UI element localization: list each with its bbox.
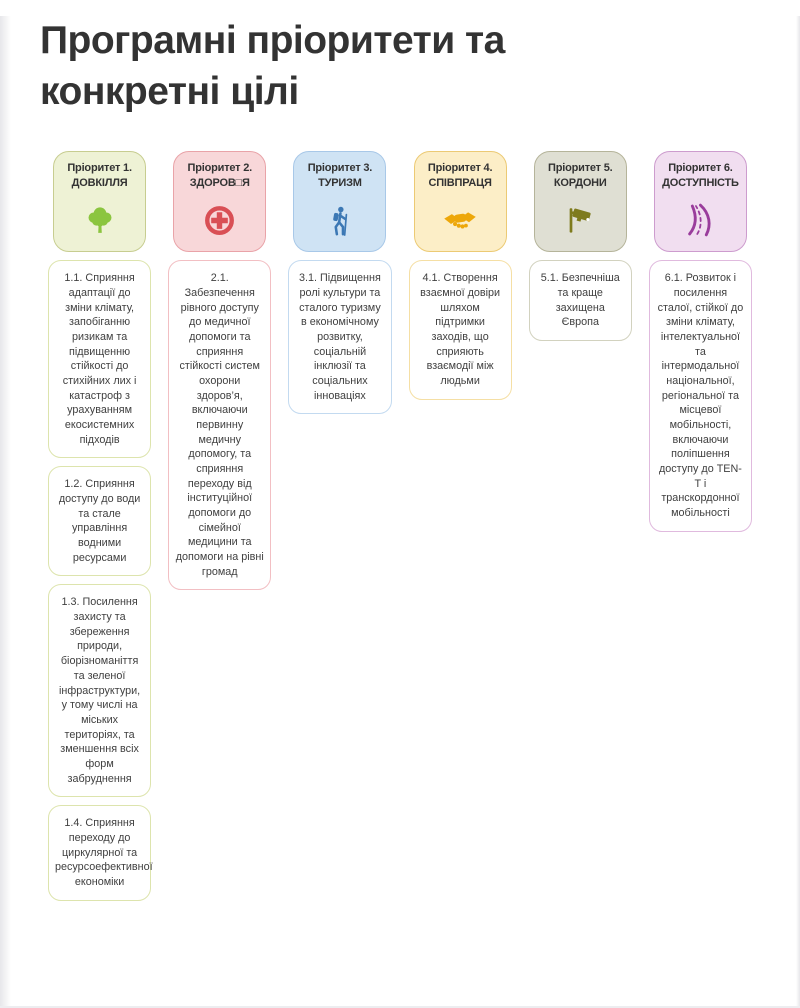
goal-text: 6.1. Розвиток і посилення сталої, стійкої до зміни клімату, інтелектуальної та інтермодальної національної, регіональної та місцевої мобільності, включаючи поліпшення доступу до TEN-T і транскордонної мобільності <box>657 272 744 520</box>
medical-cross-icon <box>202 203 237 238</box>
priority-label <box>548 161 612 190</box>
goal-text: 2.1. Забезпечення рівного доступу до медичної допомоги та сприяння стійкості систем охорони здоров’я, включаючи первинну медичну допомогу, та сприяння переходу від інституційної допомоги до сімейної медицини та допомоги на рівні громад <box>175 272 264 578</box>
priority-name: ТУРИЗМ <box>318 176 362 189</box>
cctv-camera-icon <box>562 202 598 238</box>
goal-text: 5.1. Безпечніша та краще захищена Європа <box>540 272 620 329</box>
goal-card <box>48 805 151 900</box>
priority-name: КОРДОНИ <box>553 176 607 189</box>
priority-column-accessibility <box>649 151 752 531</box>
page-edge-right <box>796 16 800 1008</box>
goal-text: 1.1. Сприяння адаптації до зміни клімату, запобіганню ризикам та підвищенню стійкості до стихійних лих і катастроф з урахуванням екосистемних підходів <box>62 272 137 446</box>
goal-card <box>48 260 151 458</box>
priorities-board <box>48 151 752 900</box>
priority-label <box>662 161 739 190</box>
priority-column-tourism <box>288 151 391 414</box>
priority-column-cooperation <box>409 151 512 399</box>
priority-label <box>428 161 492 190</box>
priority-label <box>67 161 131 190</box>
page-edge-left <box>0 16 11 1008</box>
priority-number: Пріоритет 2. <box>187 162 252 175</box>
page-title: Програмні пріоритети та конкретні цілі <box>40 19 505 113</box>
priority-column-environment <box>48 151 151 900</box>
goal-card <box>48 466 151 576</box>
priority-label <box>308 161 372 190</box>
priority-number: Пріоритет 5. <box>548 162 613 175</box>
priority-header-card <box>173 151 266 252</box>
priority-column-health <box>168 151 271 590</box>
priority-header-card <box>654 151 747 252</box>
priority-label <box>188 161 252 190</box>
road-icon <box>682 202 718 238</box>
priority-header-card <box>293 151 386 252</box>
priority-name: СПІВПРАЦЯ <box>428 176 492 189</box>
priority-header-card <box>414 151 507 252</box>
priority-number: Пріоритет 1. <box>67 162 132 175</box>
goal-card <box>529 260 632 341</box>
priority-name: ДОВКІЛЛЯ <box>71 176 128 189</box>
goal-card <box>649 260 752 531</box>
goal-text: 1.4. Сприяння переходу до циркулярної та ресурсоефективної економіки <box>55 817 153 888</box>
goal-text: 1.3. Посилення захисту та збереження природи, біорізноманіття та зеленої інфраструктури, у тому числі на міських територіях, та зменшення всіх форм забруднення <box>59 596 141 785</box>
priority-number: Пріоритет 4. <box>427 162 493 175</box>
priority-name: ДОСТУПНІСТЬ <box>662 176 739 189</box>
priority-column-borders <box>529 151 632 341</box>
goal-text: 4.1. Створення взаємної довіри шляхом підтримки заходів, що сприяють взаємодії між людьми <box>420 272 501 388</box>
hiker-icon <box>323 204 357 238</box>
goal-card <box>288 260 391 414</box>
tree-icon <box>83 204 117 238</box>
handshake-icon <box>442 202 478 238</box>
goal-card <box>168 260 271 590</box>
goal-card <box>48 584 151 797</box>
priority-number: Пріоритет 3. <box>307 162 373 175</box>
goal-text: 1.2. Сприяння доступу до води та стале управління водними ресурсами <box>58 478 141 564</box>
priority-header-card <box>53 151 146 252</box>
goal-text: 3.1. Підвищення ролі культури та сталого туризму в економічному розвитку, соціальній інклюзії та соціальних інноваціях <box>299 272 381 402</box>
priority-header-card <box>534 151 627 252</box>
priority-number: Пріоритет 6. <box>668 162 733 175</box>
goal-card <box>409 260 512 399</box>
priority-name: ЗДОРОВ□Я <box>189 176 250 189</box>
